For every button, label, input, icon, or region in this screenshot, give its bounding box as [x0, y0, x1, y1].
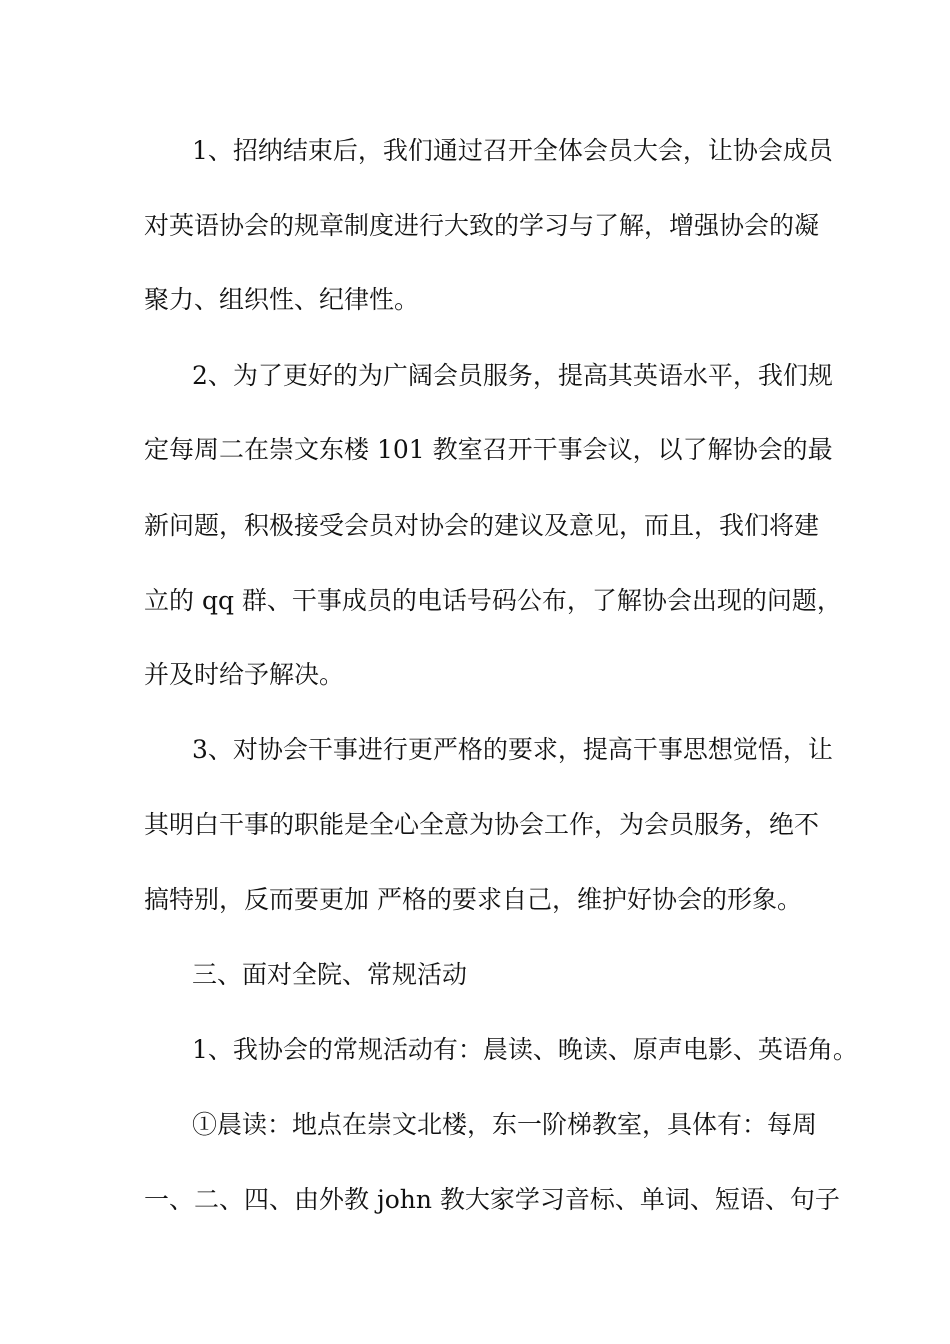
text-line: [0, 356, 950, 396]
line-text: 聚力、组织性、纪律性。: [144, 285, 420, 314]
line-text: 新问题，积极接受会员对协会的建议及意见，而且，我们将建: [144, 511, 820, 540]
text-line: [0, 880, 950, 920]
line-text: 2、为了更好的为广阔会员服务，提高其英语水平，我们规: [192, 361, 833, 390]
text-line: [0, 131, 950, 171]
line-text: 其明白干事的职能是全心全意为协会工作，为会员服务，绝不: [144, 810, 820, 839]
text-line: [0, 1180, 950, 1220]
text-line: [0, 805, 950, 845]
section-heading: 三、面对全院、常规活动: [192, 960, 468, 989]
text-line: [0, 955, 950, 995]
line-text: 并及时给予解决。: [144, 660, 345, 689]
line-text: 一、二、四、由外教 john 教大家学习音标、单词、短语、句子: [144, 1185, 840, 1214]
line-text: 搞特别，反而要更加 严格的要求自己，维护好协会的形象。: [144, 885, 802, 914]
line-text: 3、对协会干事进行更严格的要求，提高干事思想觉悟，让: [192, 735, 833, 764]
text-line: [0, 1105, 950, 1145]
text-line: [0, 206, 950, 246]
line-text: 1、招纳结束后，我们通过召开全体会员大会，让协会成员: [192, 136, 833, 165]
text-line: [0, 730, 950, 770]
text-line: [0, 581, 950, 621]
line-text: 1、我协会的常规活动有：晨读、晚读、原声电影、英语角。: [192, 1035, 858, 1064]
text-line: [0, 280, 950, 320]
text-line: [0, 430, 950, 470]
line-text: ①晨读：地点在崇文北楼，东一阶梯教室，具体有：每周: [192, 1110, 818, 1139]
line-text: 对英语协会的规章制度进行大致的学习与了解，增强协会的凝: [144, 211, 820, 240]
text-line: [0, 506, 950, 546]
text-line: [0, 655, 950, 695]
text-line: [0, 1030, 950, 1070]
line-text: 定每周二在崇文东楼 101 教室召开干事会议，以了解协会的最: [144, 435, 833, 464]
line-text: 立的 qq 群、干事成员的电话号码公布，了解协会出现的问题，: [144, 586, 842, 615]
